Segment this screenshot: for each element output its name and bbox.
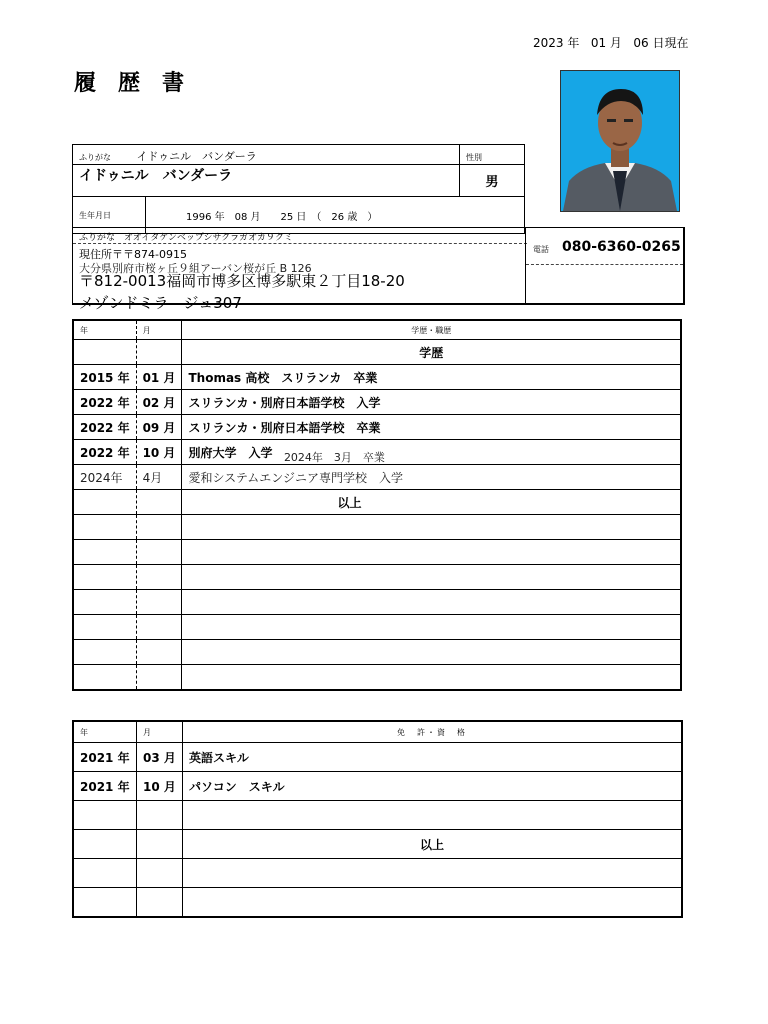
history-month: 02 月 xyxy=(136,390,182,415)
history-col-year: 年 xyxy=(73,320,136,340)
table-row xyxy=(73,390,681,415)
history-year: 2015 年 xyxy=(73,365,136,390)
history-month: 01 月 xyxy=(136,365,182,390)
date-year: 2023 年 xyxy=(533,36,580,50)
history-col-month: 月 xyxy=(136,320,182,340)
history-year: 2024年 xyxy=(73,465,136,490)
table-row xyxy=(73,565,681,590)
table-row xyxy=(73,888,682,918)
applicant-photo xyxy=(560,70,680,212)
table-row xyxy=(73,801,682,830)
applicant-name: イドゥニル バンダーラ xyxy=(79,168,233,184)
history-content: 愛和システムエンジニア専門学校 入学 xyxy=(182,465,681,490)
address-block xyxy=(72,227,527,312)
table-row xyxy=(73,640,681,665)
history-table xyxy=(72,319,682,691)
gender-label: 性別 xyxy=(466,153,482,162)
table-row xyxy=(73,515,681,540)
document-title: 履歴書 xyxy=(74,71,207,96)
history-content: スリランカ・別府日本語学校 卒業 xyxy=(182,415,681,440)
history-content: スリランカ・別府日本語学校 入学 xyxy=(182,390,681,415)
table-row xyxy=(73,465,681,490)
document-date xyxy=(533,34,688,51)
phone-block xyxy=(525,227,685,305)
gender-label-cell xyxy=(460,145,525,165)
history-header xyxy=(73,320,681,340)
table-row xyxy=(73,615,681,640)
table-row xyxy=(73,743,682,772)
table-row xyxy=(73,365,681,390)
history-content xyxy=(182,440,681,465)
license-header xyxy=(73,721,682,743)
table-row xyxy=(73,859,682,888)
table-row xyxy=(73,665,681,691)
history-col-content: 学歴・職歴 xyxy=(182,320,681,340)
history-year: 2022 年 xyxy=(73,415,136,440)
license-year: 2021 年 xyxy=(73,743,137,772)
license-end-label: 以上 xyxy=(183,830,683,859)
license-content: パソコン スキル xyxy=(183,772,683,801)
furigana-cell xyxy=(73,145,460,165)
address-old: 大分県別府市桜ヶ丘９組アーバン桜が丘 B 126 xyxy=(79,262,312,275)
table-row xyxy=(73,540,681,565)
personal-info-table xyxy=(72,144,525,234)
table-row xyxy=(73,490,681,515)
history-note: 2024年 3月 卒業 xyxy=(283,450,385,464)
birth-value: 1996 年 08 月 25 日 （ 26 歳 ） xyxy=(186,211,378,223)
date-day: 06 日現在 xyxy=(633,36,689,50)
phone-label: 電話 xyxy=(533,245,549,254)
history-month: 10 月 xyxy=(136,440,182,465)
license-content: 英語スキル xyxy=(183,743,683,772)
address-line-1: 〒812-0013福岡市博多区博多駅東２丁目18-20 xyxy=(79,272,405,290)
address-furigana: ふりがな オオイタケンベップシサクラガオカ９クミ xyxy=(79,233,293,243)
table-row xyxy=(73,340,681,365)
address-line-2: メゾンドミラ―ジュ307 xyxy=(79,294,242,312)
history-year: 2022 年 xyxy=(73,440,136,465)
license-month: 03 月 xyxy=(137,743,183,772)
license-month: 10 月 xyxy=(137,772,183,801)
address-postal-label: 現住所〒〒874-0915 xyxy=(79,248,187,261)
date-month: 01 月 xyxy=(590,36,622,50)
table-row xyxy=(73,440,681,465)
license-col-month: 月 xyxy=(137,721,183,743)
furigana-value: イドゥニル バンダーラ xyxy=(136,150,257,163)
history-month: 4月 xyxy=(136,465,182,490)
history-content: Thomas 高校 スリランカ 卒業 xyxy=(182,365,681,390)
license-col-year: 年 xyxy=(73,721,137,743)
history-month: 09 月 xyxy=(136,415,182,440)
table-row xyxy=(73,590,681,615)
history-end-label: 以上 xyxy=(182,490,681,515)
birth-label: 生年月日 xyxy=(79,210,111,220)
history-section-title: 学歴 xyxy=(182,340,681,365)
phone-number: 080-6360-0265 xyxy=(562,239,681,255)
table-row xyxy=(73,830,682,859)
license-col-content: 免 許・資 格 xyxy=(183,721,683,743)
license-table xyxy=(72,720,683,918)
name-cell xyxy=(73,165,460,197)
license-year: 2021 年 xyxy=(73,772,137,801)
gender-value: 男 xyxy=(485,175,499,190)
gender-value-cell xyxy=(460,165,525,197)
history-year: 2022 年 xyxy=(73,390,136,415)
history-content-text: 別府大学 入学 xyxy=(188,445,273,460)
table-row xyxy=(73,772,682,801)
furigana-label: ふりがな xyxy=(79,153,111,162)
table-row xyxy=(73,415,681,440)
